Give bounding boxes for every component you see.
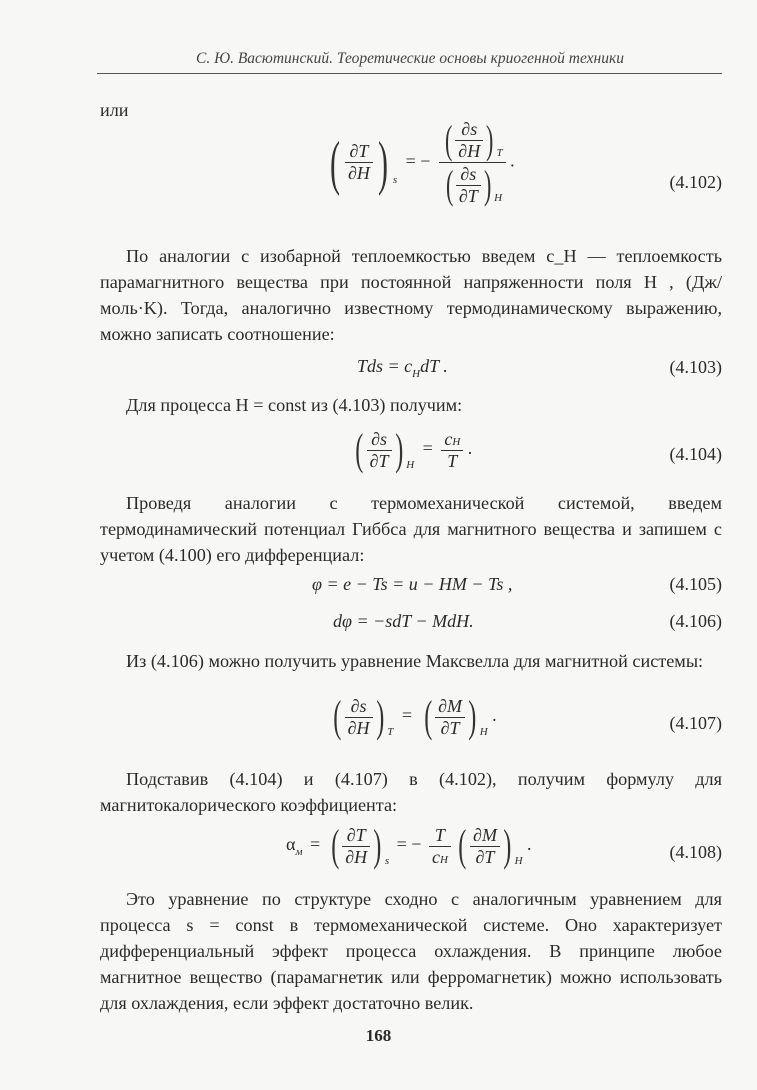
equation-label-4-106: (4.106) [669, 611, 722, 631]
equation-4-108: $\alpha_м$ = ( $\frac{\partial T}{\partial H}$ ) $_s$ = − $\frac{T}{cH}$ ( $\frac{\partial M}{\partial T}$ ) $_H$ . [286, 821, 532, 870]
equation-label-4-105: (4.105) [669, 574, 722, 594]
equation-label-4-102: (4.102) [669, 172, 722, 192]
running-header: С. Ю. Васютинский. Теоретические основы криогенной техники [196, 50, 624, 67]
equation-4-105: φ = e − Ts = u − HM − Ts , [312, 574, 513, 594]
paragraph-maxwell: Из (4.106) можно получить уравнение Максвелла для магнитной системы: [126, 651, 704, 671]
equation-label-4-103: (4.103) [669, 357, 722, 377]
equation-4-103: Tds = $c_HdT$ . [357, 356, 448, 380]
paragraph-gibbs-potential: Проведя аналогии с термомеханической системой, введем термодинамический потенциал Гиббса для магнитного вещества и запишем с учетом (4.100) его дифференциал: [100, 493, 722, 565]
paragraph-process-h-const: Для процесса H = const из (4.103) получим: [126, 395, 463, 415]
equation-4-104: ( $\frac{\partial s}{\partial T}$ ) $_H$ = $\frac{cH}{T}$ . [355, 425, 473, 474]
paragraph-substitution: Подставив (4.104) и (4.107) в (4.102), получим формулу для магнитокалорического коэффициента: [100, 769, 722, 815]
equation-4-102: ( $\frac{\partial T}{\partial H}$ ) $_s$ = − ( $\frac{\partial s}{\partial H}$ ) $_T$ ( $\frac{\partial s}{\partial T}$ ) $_H$ . [329, 117, 515, 207]
equation-label-4-108: (4.108) [669, 842, 722, 862]
header-rule [97, 73, 722, 74]
equation-4-106: dφ = −sdT − MdH. [333, 611, 474, 631]
paragraph-conclusion: Это уравнение по структуре сходно с аналогичным уравнением для процесса s = const в термомеханической системе. Оно характеризует дифференциальный эффект процесса охлаждения. В принципе любое магнитное вещество (парамагнетик или ферромагнетик) можно использовать для охлаждения, если эффект достаточно велик. [100, 889, 722, 1013]
page-number: 168 [365, 1026, 392, 1045]
intro-word: или [100, 100, 129, 120]
equation-label-4-104: (4.104) [669, 444, 722, 464]
equation-label-4-107: (4.107) [669, 713, 722, 733]
paragraph-heat-capacity: По аналогии с изобарной теплоемкостью введем c_H — теплоемкость парамагнитного вещества при постоянной напряженности поля H , (Дж/моль·K). Тогда, аналогично известному термодинамическому выражению, можно записать соотношение: [100, 246, 722, 344]
equation-4-107: ( $\frac{\partial s}{\partial H}$ ) $_T$ = ( $\frac{\partial M}{\partial T}$ ) $_H$ . [333, 692, 497, 741]
